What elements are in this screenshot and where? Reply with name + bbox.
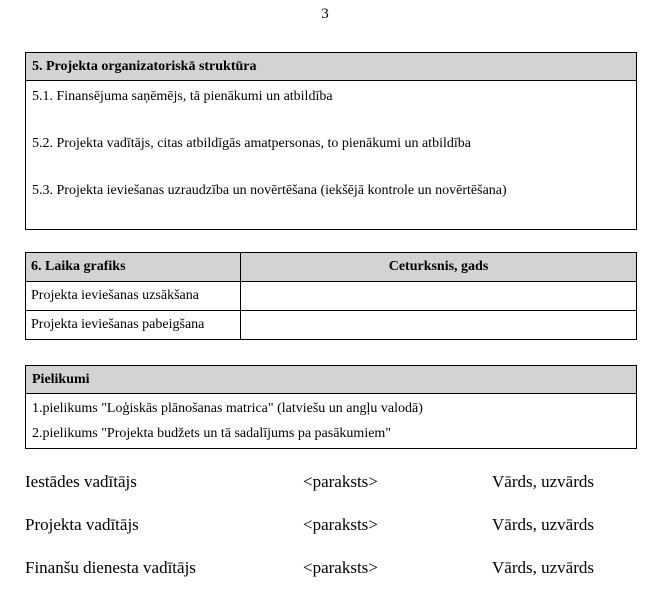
table-row	[26, 311, 637, 340]
signature-role: Projekta vadītājs	[25, 515, 139, 534]
row-label: Projekta ieviešanas pabeigšana	[26, 311, 241, 340]
section-item: 5.3. Projekta ieviešanas uzraudzība un novērtēšana (iekšējā kontrole un novērtēšana)	[32, 183, 507, 198]
signature-placeholder: <paraksts>	[303, 515, 378, 534]
signature-name: Vārds, uzvārds	[492, 558, 594, 577]
row-value	[241, 282, 637, 311]
section-item: 5.1. Finansējuma saņēmējs, tā pienākumi un atbildība	[32, 89, 333, 104]
row-label: Projekta ieviešanas uzsākšana	[26, 282, 241, 311]
signature-role: Finanšu dienesta vadītājs	[25, 558, 196, 577]
signature-role: Iestādes vadītājs	[25, 472, 137, 491]
signature-name: Vārds, uzvārds	[492, 515, 594, 534]
section-item: 5.2. Projekta vadītājs, citas atbildīgās amatpersonas, to pienākumi un atbildība	[32, 136, 471, 151]
schedule-title: 6. Laika grafiks	[26, 253, 241, 282]
section-title: 5. Projekta organizatoriskā struktūra	[26, 53, 636, 81]
table-header-row	[26, 253, 637, 282]
attachment-item: 1.pielikums "Loģiskās plānošanas matrica" (latviešu un angļu valodā)	[32, 401, 423, 416]
schedule-table	[25, 252, 637, 340]
attachments-title: Pielikumi	[26, 366, 636, 394]
attachment-item: 2.pielikums "Projekta budžets un tā sadalījums pa pasākumiem"	[32, 426, 392, 441]
page-number: 3	[321, 6, 329, 22]
section-organizational-structure	[25, 52, 637, 230]
row-value	[241, 311, 637, 340]
signature-row	[0, 558, 650, 580]
signature-placeholder: <paraksts>	[303, 558, 378, 577]
column-header-quarter-year: Ceturksnis, gads	[241, 253, 637, 282]
signature-placeholder: <paraksts>	[303, 472, 378, 491]
signature-row	[0, 472, 650, 494]
table-row	[26, 282, 637, 311]
signature-name: Vārds, uzvārds	[492, 472, 594, 491]
signature-row	[0, 515, 650, 537]
section-attachments	[25, 365, 637, 449]
